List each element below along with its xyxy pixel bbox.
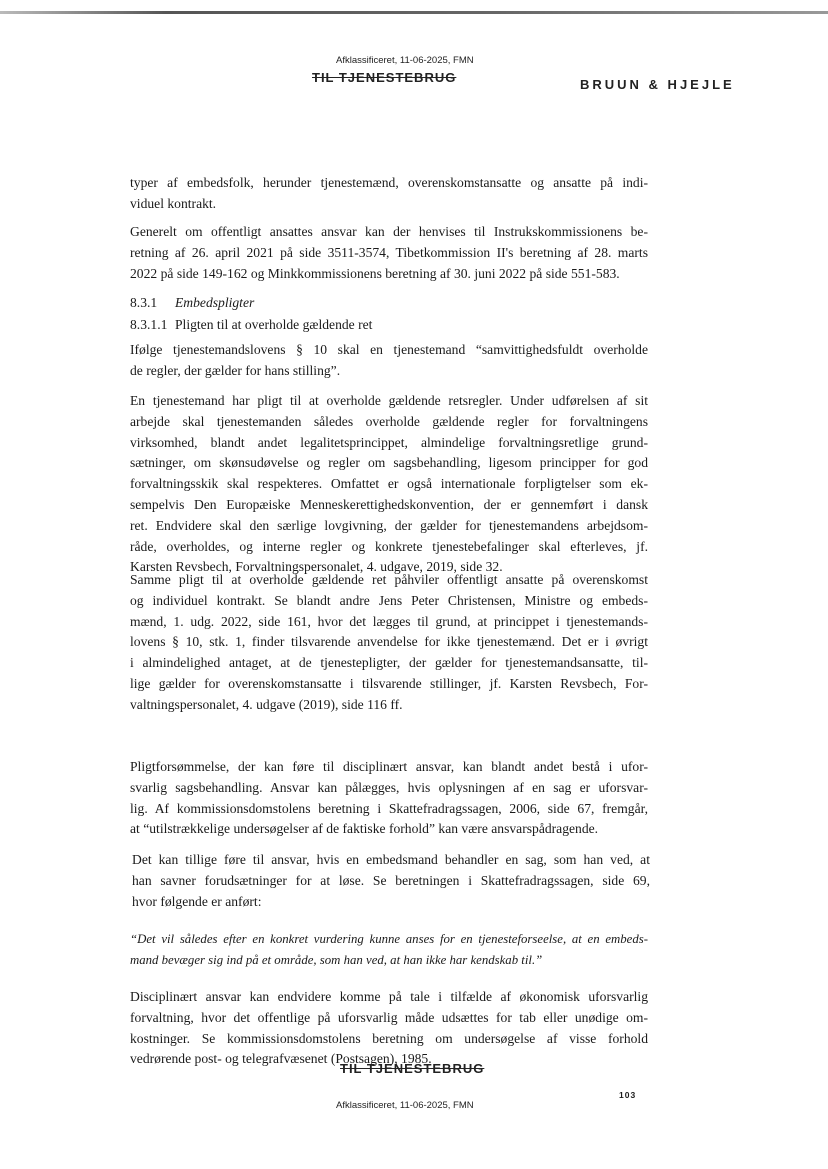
section-heading [130, 295, 254, 311]
text-line: ret. Endvidere skal den særlige lovgivning, der gælder for tjenestemandens arbejdsom- [130, 517, 648, 533]
section-number: 8.3.1 [130, 295, 158, 310]
paragraph [130, 987, 648, 1070]
text-line: hvor følgende er anført: [132, 893, 262, 909]
text-line: at “utilstrækkelige undersøgelser af de faktiske forhold” kan være ansvarspådragende. [130, 821, 599, 837]
paragraph [130, 173, 648, 215]
text-line: og individuel kontrakt. Se blandt andre Jens Peter Christensen, Ministre og embeds- [130, 592, 648, 608]
paragraph [130, 222, 648, 284]
text-line: svarlig sagsbehandling. Ansvar kan pålægges, hvis oplysningen af en sag er uforsvar- [130, 779, 648, 795]
declassification-stamp: Afklassificeret, 11-06-2025, FMN [336, 55, 474, 66]
text-line: forvaltningsskik skal respekteres. Omfattet er også internationale forpligtelser som ek- [130, 476, 648, 492]
footer-declassification-stamp: Afklassificeret, 11-06-2025, FMN [336, 1100, 474, 1111]
text-line: retning af 26. april 2021 på side 3511-3574, Tibetkommission II's beretning af 28. marts [130, 244, 648, 260]
text-line: Karsten Revsbech, Forvaltningspersonalet, 4. udgave, 2019, side 32. [130, 559, 503, 575]
text-line: lig. Af kommissionsdomstolens beretning i Skattefradragssagen, 2006, side 67, fremgår, [130, 800, 648, 816]
text-line: En tjenestemand har pligt til at overholde gældende retsregler. Under udførelsen af sit [130, 393, 648, 408]
text-line: Disciplinært ansvar kan endvidere komme på tale i tilfælde af økonomisk uforsvarlig [130, 989, 648, 1004]
text-line: lovens § 10, stk. 1, finder tilsvarende anvendelse for ikke tjenestemænd. Det er i øvrigt [130, 634, 648, 650]
text-line: typer af embedsfolk, herunder tjenestemænd, overenskomstansatte og ansatte på indi- [130, 175, 648, 190]
text-line: de regler, der gælder for hans stilling”. [130, 362, 341, 378]
text-line: Pligtforsømmelse, der kan føre til disciplinært ansvar, kan blandt andet bestå i ufor- [130, 759, 648, 774]
subsection-title: Pligten til at overholde gældende ret [175, 317, 373, 332]
scan-edge [0, 11, 828, 14]
text-line: mand bevæger sig ind på et område, som han ved, at han ikke har kendskab til.” [130, 952, 543, 967]
text-line: valtningspersonalet, 4. udgave (2019), side 116 ff. [130, 696, 403, 712]
text-line: 2022 på side 149-162 og Minkkommissionens beretning af 30. juni 2022 på side 551-583. [130, 265, 620, 281]
brand-logo: BRUUN & HJEJLE [580, 77, 735, 92]
text-line: vedrørende post- og telegrafvæsenet (Postsagen), 1985. [130, 1051, 432, 1067]
text-line: arbejde skal tjenestemanden således overholde gældende regler for forvaltningens [130, 413, 648, 429]
footer-classification-marking: TIL TJENESTEBRUG [340, 1061, 485, 1076]
paragraph [130, 340, 648, 382]
text-line: lige gælder for overenskomstansatte i tilsvarende stillinger, jf. Karsten Revsbech, For- [130, 675, 648, 691]
subsection-number: 8.3.1.1 [130, 317, 168, 332]
text-line: sempelvis Den Europæiske Menneskerettighedskonvention, der er gennemført i dansk [130, 496, 648, 512]
paragraph [132, 850, 650, 912]
text-line: “Det vil således efter en konkret vurdering kunne anses for en tjenesteforseelse, at en embeds- [130, 932, 648, 946]
block-quote [130, 929, 648, 971]
text-line: virksomhed, blandt andet legalitetsprincippet, almindelige forvaltningsretlige grund- [130, 434, 648, 450]
text-line: Samme pligt til at overholde gældende ret påhviler offentligt ansatte på overenskomst [130, 572, 648, 587]
page-number: 103 [619, 1090, 637, 1100]
text-line: mænd, 1. udg. 2022, side 161, hvor det lægges til grund, at princippet i tjenestemands- [130, 613, 648, 629]
subsection-heading [130, 317, 372, 333]
section-title: Embedspligter [175, 295, 255, 310]
text-line: i almindelighed antaget, at de tjenestepligter, der gælder for tjenestemandsansatte, til- [130, 655, 648, 671]
text-line: han savner forudsætninger for at løse. Se beretningen i Skattefradragssagen, side 69, [132, 872, 650, 888]
text-line: Ifølge tjenestemandslovens § 10 skal en tjenestemand “samvittighedsfuldt overholde [130, 342, 648, 357]
text-line: råde, overholdes, og interne regler og konkrete tjenestebefalinger skal efterleves, jf. [130, 538, 648, 554]
text-line: forvaltning, hvor det offentlige på uforsvarlig måde udsættes for tab eller unødige om- [130, 1009, 648, 1025]
text-line: sætninger, om skønsudøvelse og regler om sagsbehandling, ligesom principper for god [130, 455, 648, 471]
text-line: viduel kontrakt. [130, 195, 217, 211]
text-line: kostninger. Se kommissionsdomstolens beretning om undersøgelse af visse forhold [130, 1030, 648, 1046]
paragraph [130, 391, 648, 578]
paragraph [130, 570, 648, 716]
classification-marking: TIL TJENESTEBRUG [312, 70, 457, 85]
text-line: Det kan tillige føre til ansvar, hvis en embedsmand behandler en sag, som han ved, at [132, 852, 650, 867]
text-line: Generelt om offentligt ansattes ansvar kan der henvises til Instrukskommissionens be- [130, 224, 648, 239]
paragraph [130, 757, 648, 840]
